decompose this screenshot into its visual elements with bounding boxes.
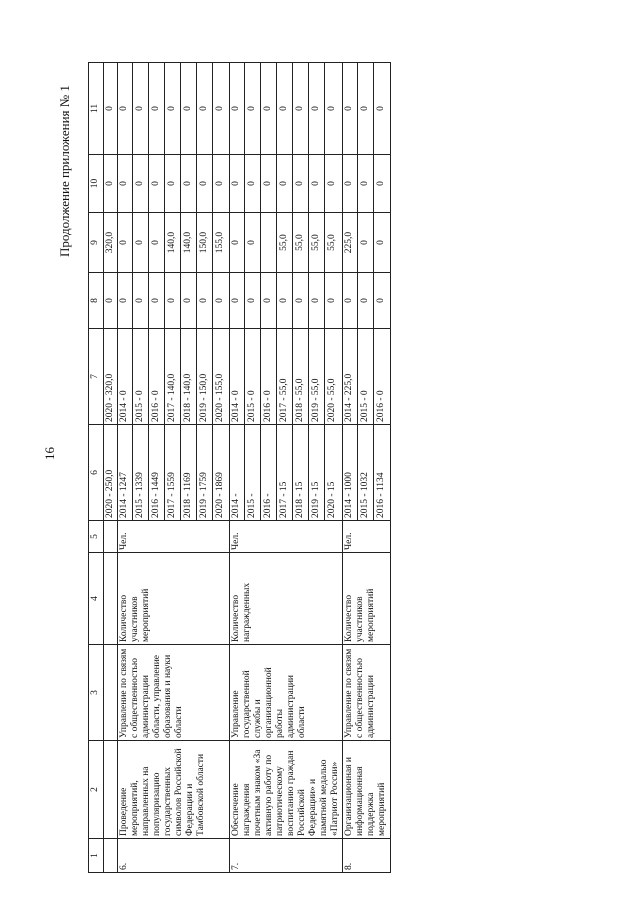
year-value: 0 — [164, 155, 180, 212]
activity-name: Организационная и информационная поддержка мероприятий — [343, 741, 391, 839]
year-value: 0 — [196, 273, 212, 328]
year-values-cell — [118, 155, 230, 213]
header-row — [89, 63, 104, 873]
year-value: 2019 - 150,0 — [196, 329, 212, 424]
year-value: 2020 - 15 — [324, 425, 340, 520]
year-value: 0 — [231, 298, 241, 303]
executor: Управление по связям с общественностью администрации — [343, 645, 391, 741]
indicator: Количество участников мероприятий — [118, 553, 230, 645]
year-value: 155,0 — [212, 213, 228, 272]
year-value: 0 — [119, 240, 129, 245]
year-values-cell — [343, 329, 391, 425]
year-value: 0 — [244, 155, 260, 212]
year-value: 0 — [373, 213, 389, 272]
year-value: 0 — [357, 63, 373, 154]
row-number: 8. — [343, 839, 391, 873]
year-value: 0 — [231, 240, 241, 245]
year-value: 55,0 — [276, 213, 292, 272]
year-value: 2016 - — [260, 425, 276, 520]
header-cell: 6 — [89, 425, 104, 521]
year-value: 2020 - 1869 — [212, 425, 228, 520]
year-value: 2016 - 0 — [148, 329, 164, 424]
unit: Чел. — [230, 521, 343, 553]
year-value: 0 — [164, 273, 180, 328]
cell: 0 — [104, 273, 118, 329]
year-value: 0 — [344, 106, 354, 111]
year-value: 0 — [132, 155, 148, 212]
year-value — [260, 213, 276, 272]
year-value: 0 — [119, 181, 129, 186]
year-value: 2018 - 15 — [292, 425, 308, 520]
activity-name: Обеспечение награждения почетным знаком «За активную работу по патриотическому воспитанию граждан Российской Федерации» и памятной медалью «Патриот России» — [230, 741, 343, 839]
year-value: 0 — [180, 63, 196, 154]
year-value: 2020 - 55,0 — [324, 329, 340, 424]
year-value: 0 — [196, 155, 212, 212]
year-value: 0 — [292, 155, 308, 212]
year-value: 2015 - 0 — [244, 329, 260, 424]
header-cell: 7 — [89, 329, 104, 425]
table-row — [230, 63, 343, 873]
year-value: 0 — [164, 63, 180, 154]
year-value: 0 — [244, 63, 260, 154]
year-value: 2015 - — [244, 425, 260, 520]
year-values-cell — [343, 213, 391, 273]
header-cell: 2 — [89, 741, 104, 839]
year-value: 0 — [260, 155, 276, 212]
cell: 0 — [104, 63, 118, 155]
year-value: 2019 - 55,0 — [308, 329, 324, 424]
year-value: 0 — [180, 155, 196, 212]
cell: 2020 - 320,0 — [104, 329, 118, 425]
year-value: 2014 - — [231, 493, 241, 518]
year-value: 0 — [373, 155, 389, 212]
year-value: 0 — [344, 298, 354, 303]
year-value: 2015 - 0 — [132, 329, 148, 424]
year-value: 2018 - 1169 — [180, 425, 196, 520]
year-value: 0 — [119, 106, 129, 111]
activity-name: Проведение мероприятий, направленных на популяризацию государственных символов Российской Федерации и Тамбовской области — [118, 741, 230, 839]
page-number: 16 — [42, 447, 57, 460]
year-value: 0 — [308, 63, 324, 154]
year-value: 55,0 — [308, 213, 324, 272]
year-value: 2014 - 0 — [231, 390, 241, 422]
year-value: 2016 - 1449 — [148, 425, 164, 520]
year-value: 55,0 — [324, 213, 340, 272]
table-row — [118, 63, 230, 873]
year-value: 2016 - 0 — [373, 329, 389, 424]
year-value: 0 — [148, 213, 164, 272]
unit: Чел. — [343, 521, 391, 553]
year-values-cell — [230, 329, 343, 425]
year-value: 0 — [212, 155, 228, 212]
header-cell: 11 — [89, 63, 104, 155]
year-value: 2018 - 55,0 — [292, 329, 308, 424]
year-value: 0 — [231, 106, 241, 111]
year-values-cell — [230, 155, 343, 213]
year-value: 0 — [148, 273, 164, 328]
year-values-cell — [230, 63, 343, 155]
year-value: 2014 - 0 — [119, 390, 129, 422]
year-value: 2015 - 0 — [357, 329, 373, 424]
year-value: 0 — [244, 273, 260, 328]
row-number: 7. — [230, 839, 343, 873]
year-value: 0 — [132, 63, 148, 154]
year-value: 150,0 — [196, 213, 212, 272]
year-value: 0 — [212, 63, 228, 154]
year-values-cell — [343, 425, 391, 521]
cell: 320,0 — [104, 213, 118, 273]
year-value: 225,0 — [344, 231, 354, 254]
year-value: 2014 - 1247 — [119, 472, 129, 518]
year-value: 2014 - 225,0 — [344, 373, 354, 422]
executor: Управление по связям с общественностью администрации области, управление образования и науки области — [118, 645, 230, 741]
year-value: 2018 - 140,0 — [180, 329, 196, 424]
year-value: 0 — [260, 63, 276, 154]
year-value: 0 — [373, 63, 389, 154]
year-value: 0 — [373, 273, 389, 328]
year-value: 0 — [357, 273, 373, 328]
year-value: 2020 - 155,0 — [212, 329, 228, 424]
year-value: 2019 - 1759 — [196, 425, 212, 520]
indicator: Количество награжденных — [230, 553, 343, 645]
year-value: 0 — [276, 273, 292, 328]
year-value: 0 — [292, 63, 308, 154]
year-value: 0 — [119, 298, 129, 303]
year-values-cell — [118, 213, 230, 273]
year-value: 0 — [148, 63, 164, 154]
year-values-cell — [343, 273, 391, 329]
year-values-cell — [343, 63, 391, 155]
table-row — [343, 63, 391, 873]
year-value: 0 — [292, 273, 308, 328]
header-cell: 9 — [89, 213, 104, 273]
year-values-cell — [230, 273, 343, 329]
year-values-cell — [230, 213, 343, 273]
year-values-cell — [118, 329, 230, 425]
year-value: 2016 - 0 — [260, 329, 276, 424]
year-value: 0 — [276, 63, 292, 154]
year-value: 0 — [212, 273, 228, 328]
year-values-cell — [230, 425, 343, 521]
year-value: 0 — [324, 63, 340, 154]
year-value: 0 — [324, 273, 340, 328]
year-value: 2014 - 1000 — [344, 472, 354, 518]
year-value: 0 — [180, 273, 196, 328]
year-value: 2015 - 1339 — [132, 425, 148, 520]
year-value: 2017 - 15 — [276, 425, 292, 520]
year-value: 2015 - 1032 — [357, 425, 373, 520]
year-values-cell — [343, 155, 391, 213]
year-value: 2017 - 55,0 — [276, 329, 292, 424]
year-value: 0 — [324, 155, 340, 212]
year-value: 2019 - 15 — [308, 425, 324, 520]
year-value: 0 — [148, 155, 164, 212]
appendix-note: Продолжение приложения № 1 — [57, 85, 72, 257]
year-value: 0 — [231, 181, 241, 186]
row-number: 6. — [118, 839, 230, 873]
header-cell: 4 — [89, 553, 104, 645]
header-cell: 3 — [89, 645, 104, 741]
year-value: 2017 - 140,0 — [164, 329, 180, 424]
year-value: 2016 - 1134 — [373, 425, 389, 520]
header-cell: 1 — [89, 839, 104, 873]
year-value: 0 — [196, 63, 212, 154]
year-value: 0 — [260, 273, 276, 328]
year-value: 2017 - 1559 — [164, 425, 180, 520]
year-values-cell — [118, 425, 230, 521]
indicator: Количество участников мероприятий — [343, 553, 391, 645]
year-values-cell — [118, 273, 230, 329]
header-cell: 10 — [89, 155, 104, 213]
year-value: 0 — [244, 213, 260, 272]
header-cell: 8 — [89, 273, 104, 329]
year-value: 0 — [132, 213, 148, 272]
year-value: 140,0 — [180, 213, 196, 272]
unit: Чел. — [118, 521, 230, 553]
year-value: 0 — [344, 181, 354, 186]
year-value: 55,0 — [292, 213, 308, 272]
cell: 0 — [104, 155, 118, 213]
year-value: 0 — [357, 155, 373, 212]
year-value: 0 — [132, 273, 148, 328]
year-value: 140,0 — [164, 213, 180, 272]
continuation-row — [104, 63, 118, 873]
header-cell: 5 — [89, 521, 104, 553]
program-table — [88, 62, 391, 873]
year-values-cell — [118, 63, 230, 155]
year-value: 0 — [308, 155, 324, 212]
year-value: 0 — [357, 213, 373, 272]
cell: 2020 - 250,0 — [104, 425, 118, 521]
year-value: 0 — [276, 155, 292, 212]
executor: Управление государственной службы и организационной работы администрации области — [230, 645, 343, 741]
year-value: 0 — [308, 273, 324, 328]
